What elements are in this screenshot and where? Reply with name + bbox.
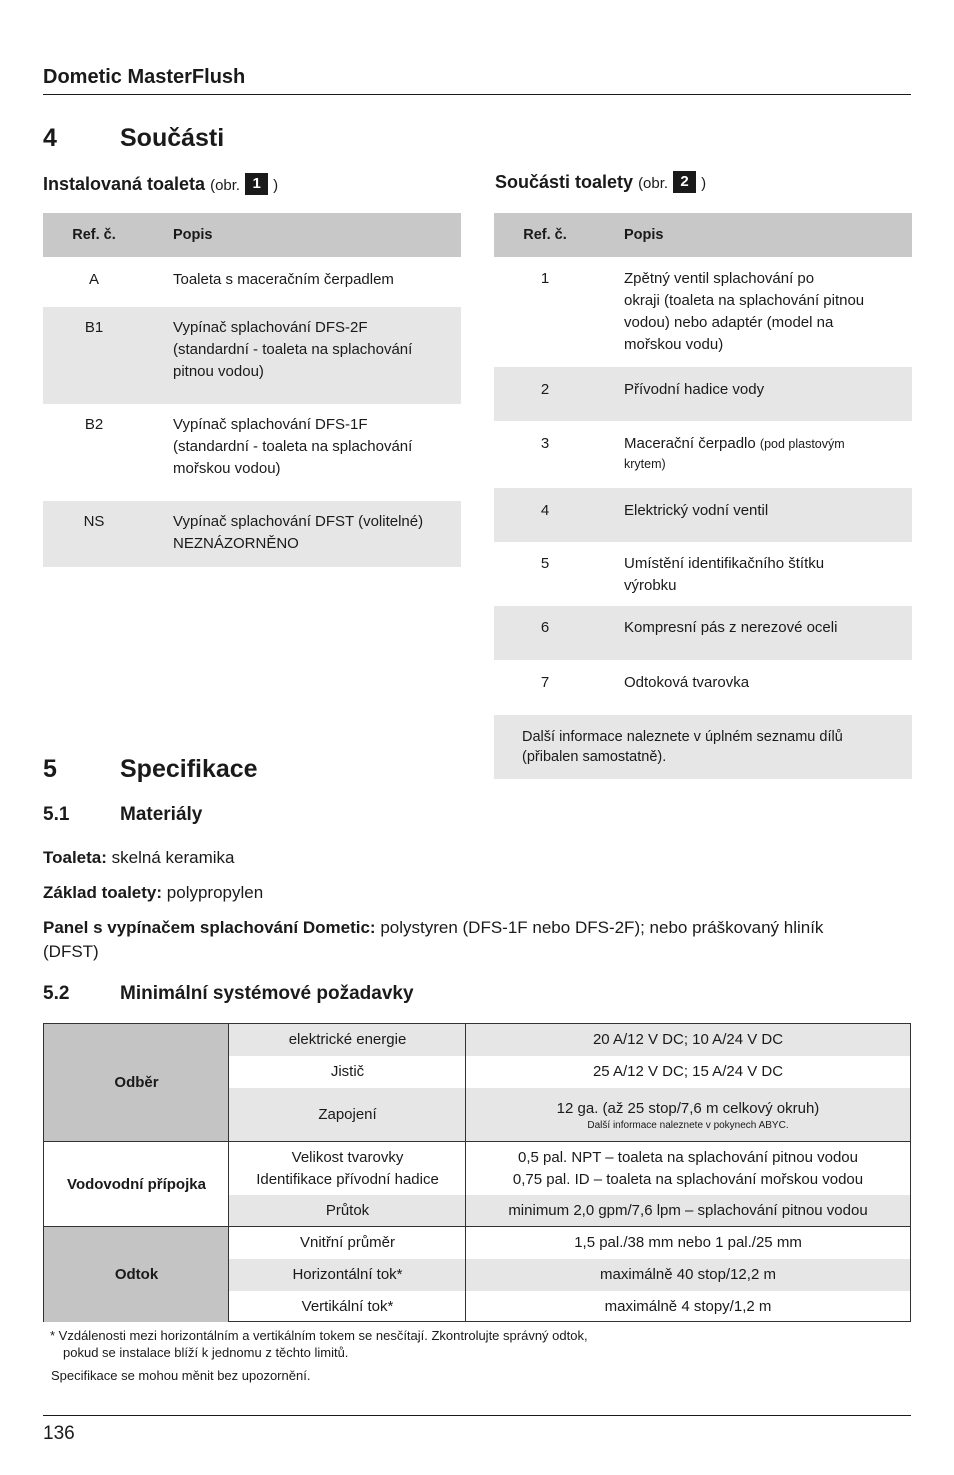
page-number: 136 <box>43 1423 75 1444</box>
row-ref: 6 <box>540 619 550 636</box>
table-row <box>494 367 912 421</box>
table-row <box>43 404 461 501</box>
hose-label: Identifikace přívodní hadice <box>256 1170 439 1188</box>
note-line: (přibalen samostatně). <box>522 749 667 765</box>
desc-line: mořskou vodou) <box>173 460 281 477</box>
footnote-line: * Vzdálenosti mezi horizontálním a vertikálním tokem se nesčítají. Zkontrolujte správný odtok, <box>50 1328 588 1343</box>
desc-small-line: krytem) <box>624 457 666 471</box>
material-panel <box>43 916 863 964</box>
material-label: Toaleta: <box>43 848 107 867</box>
figure-ref-close: ) <box>273 177 279 194</box>
figure-ref-text: (obr. <box>210 177 241 194</box>
wiring-value: 12 ga. (až 25 stop/7,6 m celkový okruh) <box>556 1100 820 1117</box>
desc-line: Zpětný ventil splachování po <box>624 270 815 287</box>
row-label-inner: Vnitřní průměr <box>299 1234 396 1251</box>
group-water: Vodovodní přípojka <box>67 1175 206 1193</box>
section-5-heading <box>43 755 258 784</box>
section-title: Součásti <box>120 124 225 152</box>
material-value: polystyren (DFS-1F nebo DFS-2F); nebo práškovaný hliník <box>380 918 824 937</box>
desc-main: Macerační čerpadlo <box>624 435 756 452</box>
row-ref: B2 <box>84 416 104 433</box>
desc-small: (pod plastovým <box>759 437 845 451</box>
parts-note <box>522 727 843 767</box>
row-value-vertical: maximálně 4 stopy/1,2 m <box>604 1297 772 1315</box>
footer-rule <box>43 1415 911 1416</box>
section-number: 5 <box>43 755 57 783</box>
row-label-power: elektrické energie <box>229 1024 466 1056</box>
row-desc: Kompresní pás z nerezové oceli <box>624 619 838 636</box>
installed-toilet-heading <box>43 173 278 195</box>
grid-line <box>228 1024 229 1322</box>
section-4-heading <box>43 124 224 153</box>
material-label: Základ toalety: <box>43 883 163 902</box>
table-row <box>494 488 912 542</box>
desc-line: pitnou vodou) <box>173 363 264 380</box>
subsection-5-1-heading <box>43 804 202 826</box>
row-value-fitting <box>466 1142 910 1195</box>
desc-line: (standardní - toaleta na splachování <box>173 341 413 358</box>
row-ref: 4 <box>540 502 550 519</box>
material-value: polypropylen <box>166 883 264 902</box>
subsection-number: 5.2 <box>43 983 70 1004</box>
row-label-flow: Průtok <box>229 1195 466 1227</box>
row-value-power: 20 A/12 V DC; 10 A/24 V DC <box>466 1024 910 1056</box>
material-value: skelná keramika <box>111 848 235 867</box>
desc-line: (standardní - toaleta na splachování <box>173 438 413 455</box>
row-ref: 5 <box>540 555 550 572</box>
section-number: 4 <box>43 124 57 152</box>
row-desc <box>173 414 441 480</box>
row-label-horizontal: Horizontální tok* <box>229 1259 466 1291</box>
desc-line: Vypínač splachování DFST (volitelné) <box>173 513 424 530</box>
figure-ref-text: (obr. <box>638 175 669 192</box>
fitting-value: 0,5 pal. NPT – toaleta na splachování pitnou vodou <box>518 1148 858 1166</box>
footnote-line: pokud se instalace blíží k jednomu z těchto limitů. <box>63 1345 349 1360</box>
footnote <box>50 1327 588 1361</box>
col-ref-header: Ref. č. <box>523 227 567 243</box>
col-ref-header: Ref. č. <box>72 227 116 243</box>
row-desc: Přívodní hadice vody <box>624 381 765 398</box>
row-desc <box>173 511 441 555</box>
section-title: Specifikace <box>120 755 258 783</box>
figure-number-badge: 1 <box>245 173 268 195</box>
toilet-parts-table <box>494 213 912 779</box>
fitting-label: Velikost tvarovky <box>291 1148 404 1166</box>
desc-line: výrobku <box>624 577 677 594</box>
col-desc-header: Popis <box>173 227 213 243</box>
parts-title: Součásti toalety <box>495 172 634 192</box>
material-value-cont: (DFST) <box>43 942 99 961</box>
figure-number-badge: 2 <box>673 171 696 193</box>
group-drain: Odtok <box>44 1227 229 1322</box>
row-value-horizontal: maximálně 40 stop/12,2 m <box>466 1259 910 1291</box>
row-desc: Toaleta s maceračním čerpadlem <box>173 271 394 288</box>
row-ref: NS <box>83 513 105 530</box>
hose-value: 0,75 pal. ID – toaleta na splachování mořskou vodou <box>512 1170 864 1188</box>
desc-line: Umístění identifikačního štítku <box>624 555 825 572</box>
installed-toilet-table <box>43 213 461 567</box>
table-row <box>494 257 912 367</box>
installed-title: Instalovaná toaleta <box>43 174 206 194</box>
row-value-flow: minimum 2,0 gpm/7,6 lpm – splachování pitnou vodou <box>466 1195 910 1227</box>
row-desc <box>624 553 892 597</box>
col-desc-header: Popis <box>624 227 664 243</box>
wiring-note: Další informace naleznete v pokynech ABYC. <box>587 1120 789 1131</box>
subsection-title: Minimální systémové požadavky <box>120 983 414 1004</box>
row-ref: A <box>88 271 99 288</box>
table-header-row <box>43 213 461 257</box>
header-rule <box>43 94 911 95</box>
material-base <box>43 881 863 905</box>
desc-line: Vypínač splachování DFS-1F <box>173 416 368 433</box>
desc-line: okraji (toaleta na splachování pitnou <box>624 292 865 309</box>
table-row <box>494 660 912 715</box>
document-header: Dometic MasterFlush <box>43 66 246 88</box>
row-desc: Elektrický vodní ventil <box>624 502 769 519</box>
parts-note-row <box>494 715 912 779</box>
row-desc <box>173 317 441 383</box>
subsection-title: Materiály <box>120 804 203 825</box>
table-row <box>494 542 912 606</box>
table-row <box>494 421 912 488</box>
table-row <box>43 307 461 404</box>
table-row <box>43 257 461 307</box>
table-row <box>43 501 461 567</box>
row-ref: B1 <box>84 319 104 336</box>
row-desc <box>624 268 892 356</box>
table-row <box>494 606 912 660</box>
group-draw: Odběr <box>44 1024 229 1142</box>
grid-line <box>44 1226 910 1227</box>
table-header-row <box>494 213 912 257</box>
row-value-breaker: 25 A/12 V DC; 15 A/24 V DC <box>592 1063 784 1080</box>
material-label: Panel s vypínačem splachování Dometic: <box>43 918 376 937</box>
row-ref: 2 <box>540 381 550 398</box>
row-value-inner: 1,5 pal./38 mm nebo 1 pal./25 mm <box>574 1234 802 1251</box>
row-desc <box>624 433 892 473</box>
note-line: Další informace naleznete v úplném seznamu dílů <box>522 729 843 745</box>
spec-disclaimer: Specifikace se mohou měnit bez upozornění. <box>51 1368 311 1383</box>
row-value-wiring <box>466 1088 910 1142</box>
row-label-vertical: Vertikální tok* <box>301 1297 394 1315</box>
desc-line: mořskou vodu) <box>624 336 724 353</box>
row-ref: 1 <box>540 270 550 287</box>
desc-line: Vypínač splachování DFS-2F <box>173 319 368 336</box>
system-requirements-table <box>43 1023 911 1322</box>
desc-line: NEZNÁZORNĚNO <box>173 535 299 552</box>
material-toilet <box>43 846 863 870</box>
toilet-parts-heading <box>495 171 706 193</box>
row-label-fitting <box>229 1142 466 1195</box>
grid-line <box>44 1141 910 1142</box>
row-label-wiring: Zapojení <box>229 1088 466 1142</box>
figure-ref-close: ) <box>701 175 707 192</box>
row-ref: 7 <box>540 674 550 691</box>
row-label-breaker: Jistič <box>330 1063 365 1080</box>
desc-line: vodou) nebo adaptér (model na <box>624 314 834 331</box>
row-ref: 3 <box>540 435 550 452</box>
subsection-number: 5.1 <box>43 804 70 825</box>
subsection-5-2-heading <box>43 983 414 1005</box>
grid-line <box>465 1024 466 1322</box>
row-desc: Odtoková tvarovka <box>624 674 750 691</box>
